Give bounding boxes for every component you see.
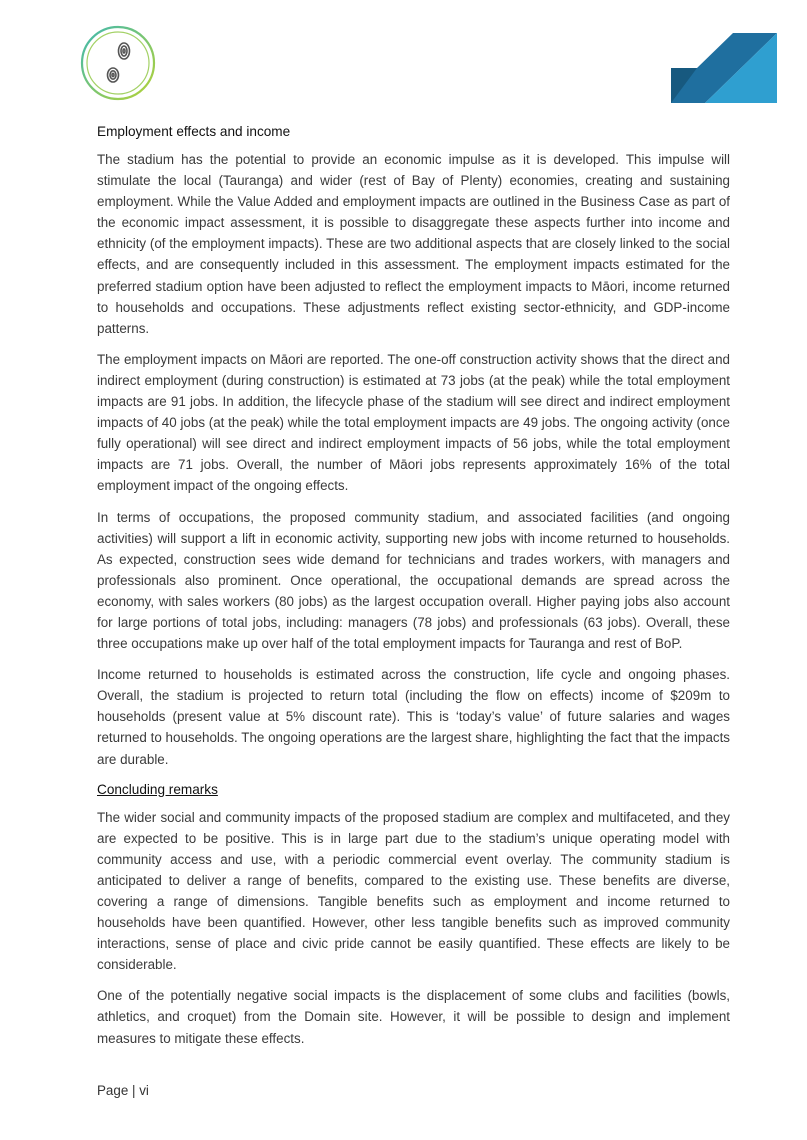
paragraph: Income returned to households is estimated across the construction, life cycle and ongoing phases. Overall, the stadium is projected to return total (including the flow on effects) income of $209m to households (present value at 5% discount rate). This is ‘today’s value’ of future salaries and wages returned to households. The ongoing operations are the largest share, highlighting the fact that the impacts are durable. [97,667,730,767]
footprint-icon [108,43,130,82]
paragraph: The stadium has the potential to provide an economic impulse as it is developed. This impulse will stimulate the local (Tauranga) and wider (rest of Bay of Plenty) economies, creating and sustaining employment. While the Value Added and employment impacts are outlined in the Business Case as part of the economic impact assessment, it is possible to disaggregate these aspects further into income and ethnicity (of the employment impacts). These are two additional aspects that are closely linked to the social effects, and are consequently included in this assessment. The employment impacts estimated for the preferred stadium option have been adjusted to reflect the employment impacts to Māori, income returned to households and occupations. These adjustments reflect existing sector-ethnicity, and GDP-income patterns. [97,152,730,336]
paragraph: The wider social and community impacts of the proposed stadium are complex and multifaceted, and they are expected to be positive. This is in large part due to the stadium’s unique operating model with community access and use, with a periodic commercial event overlay. The community stadium is anticipated to deliver a range of benefits, compared to the existing use. These benefits are diverse, covering a range of dimensions. Tangible benefits such as employment and income returned to households have been quantified. However, other less tangible benefits such as improved community interactions, sense of place and civic pride cannot be easily quantified. These effects are likely to be considerable. [97,809,730,973]
section-heading-concluding: Concluding remarks [97,781,218,797]
paragraph: The employment impacts on Māori are reported. The one-off construction activity shows that the direct and indirect employment (during construction) is estimated at 73 jobs (at the peak) while the total employment impacts are 91 jobs. In addition, the lifecycle phase of the stadium will see direct and indirect employment impacts of 40 jobs (at the peak) while the total employment impacts are 49 jobs. The ongoing activity (once fully operational) will see direct and indirect employment impacts of 56 jobs, while the total employment impacts are 71 jobs. Overall, the number of Māori jobs represents approximately 16% of the total employment impact of the ongoing effects. [97,351,730,494]
footprints-circle-logo [78,23,158,103]
blue-angled-shape-logo [671,33,777,103]
document-body [97,122,730,1059]
paragraph: One of the potentially negative social impacts is the displacement of some clubs and facilities (bowls, athletics, and croquet) from the Domain site. However, it will be possible to design and implement measures to mitigate these effects. [97,988,730,1046]
paragraph: In terms of occupations, the proposed community stadium, and associated facilities (and ongoing activities) will support a lift in economic activity, supporting new jobs with income returned to households. As expected, construction sees wide demand for technicians and trades workers, with managers and professionals also prominent. Once operational, the occupational demands are spread across the economy, with sales workers (80 jobs) as the largest occupation overall. Higher paying jobs also account for large portions of total jobs, including: managers (78 jobs) and professionals (63 jobs). Overall, these three occupations make up over half of the total employment impacts for Tauranga and rest of BoP. [97,509,730,652]
section-heading-employment: Employment effects and income [97,124,291,139]
page-number: Page | vi [97,1083,149,1098]
